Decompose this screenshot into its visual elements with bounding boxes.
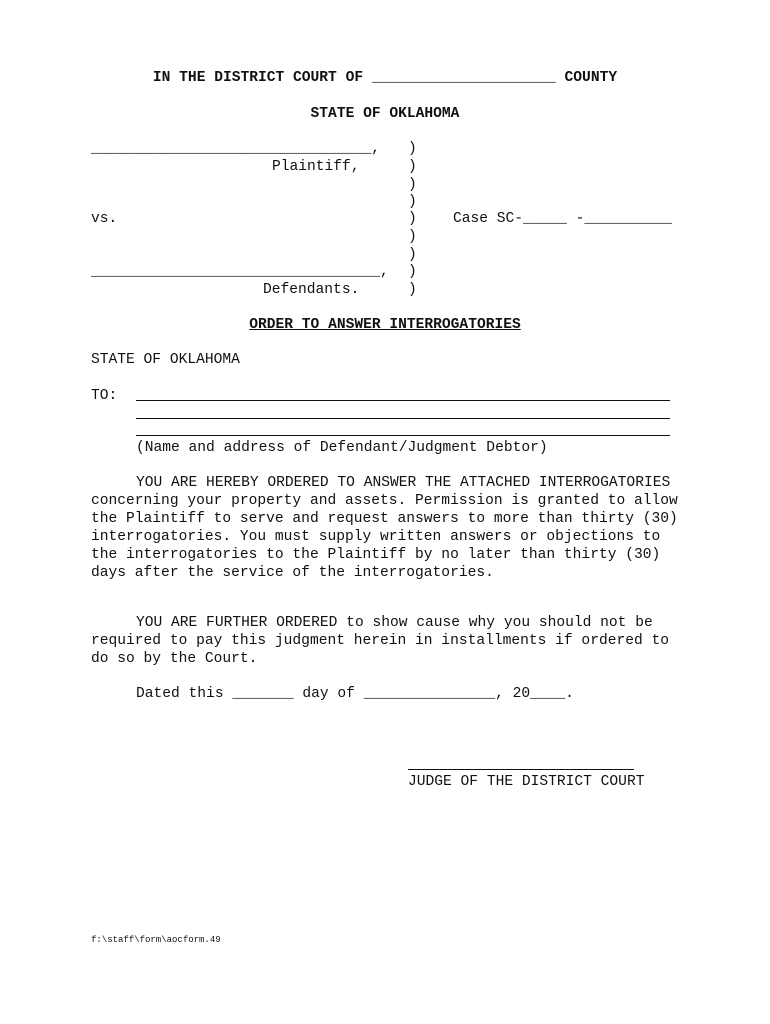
caption-paren: ) — [408, 211, 417, 227]
case-number: Case SC-_____ -__________ — [453, 211, 672, 227]
to-label: TO: — [91, 388, 118, 404]
caption-paren: ) — [408, 247, 417, 263]
address-line-2 — [136, 418, 670, 419]
defendant-name-line: _________________________________, — [91, 264, 389, 280]
caption-paren: ) — [408, 264, 417, 280]
caption-paren: ) — [408, 141, 417, 157]
address-line-1 — [136, 400, 670, 401]
venue-label: STATE OF OKLAHOMA — [91, 352, 240, 368]
dated-line: Dated this _______ day of _______________, 20____. — [136, 686, 574, 702]
plaintiff-label: Plaintiff, — [272, 159, 360, 175]
county-blank: _____________________ — [371, 70, 556, 86]
file-path-footer: f:\staff\form\aocform.49 — [91, 935, 221, 945]
court-heading — [0, 69, 770, 87]
defendants-label: Defendants. — [263, 282, 360, 298]
court-prefix: IN THE DISTRICT COURT OF — [152, 70, 364, 86]
order-paragraph-1 — [91, 474, 691, 582]
judge-signature-line — [408, 769, 634, 770]
caption-paren: ) — [408, 159, 417, 175]
caption-paren: ) — [408, 229, 417, 245]
plaintiff-name-line: ________________________________, — [91, 141, 381, 157]
address-line-3 — [136, 435, 670, 436]
caption-paren: ) — [408, 282, 417, 298]
address-caption: (Name and address of Defendant/Judgment Debtor) — [136, 440, 548, 456]
order-paragraph-2-text: YOU ARE FURTHER ORDERED to show cause why you should not be required to pay this judgment herein in installments if ordered to do so by the Court. — [91, 615, 670, 667]
order-paragraph-2 — [91, 614, 691, 668]
county-label: COUNTY — [564, 70, 618, 86]
state-heading: STATE OF OKLAHOMA — [310, 106, 460, 122]
versus-label: vs. — [91, 211, 118, 227]
judge-label: JUDGE OF THE DISTRICT COURT — [408, 774, 645, 790]
order-paragraph-1-text: YOU ARE HEREBY ORDERED TO ANSWER THE ATTACHED INTERROGATORIES concerning your property and assets. Permission is granted to allow the Plaintiff to serve and request answers to more than thirty (30) interrogatories. You must supply written answers or objections to the interrogatories to the Plaintiff by no later than thirty (30) days after the service of the interrogatories. — [91, 475, 678, 581]
caption-paren: ) — [408, 194, 417, 210]
caption-paren: ) — [408, 177, 417, 193]
order-title: ORDER TO ANSWER INTERROGATORIES — [249, 317, 521, 333]
